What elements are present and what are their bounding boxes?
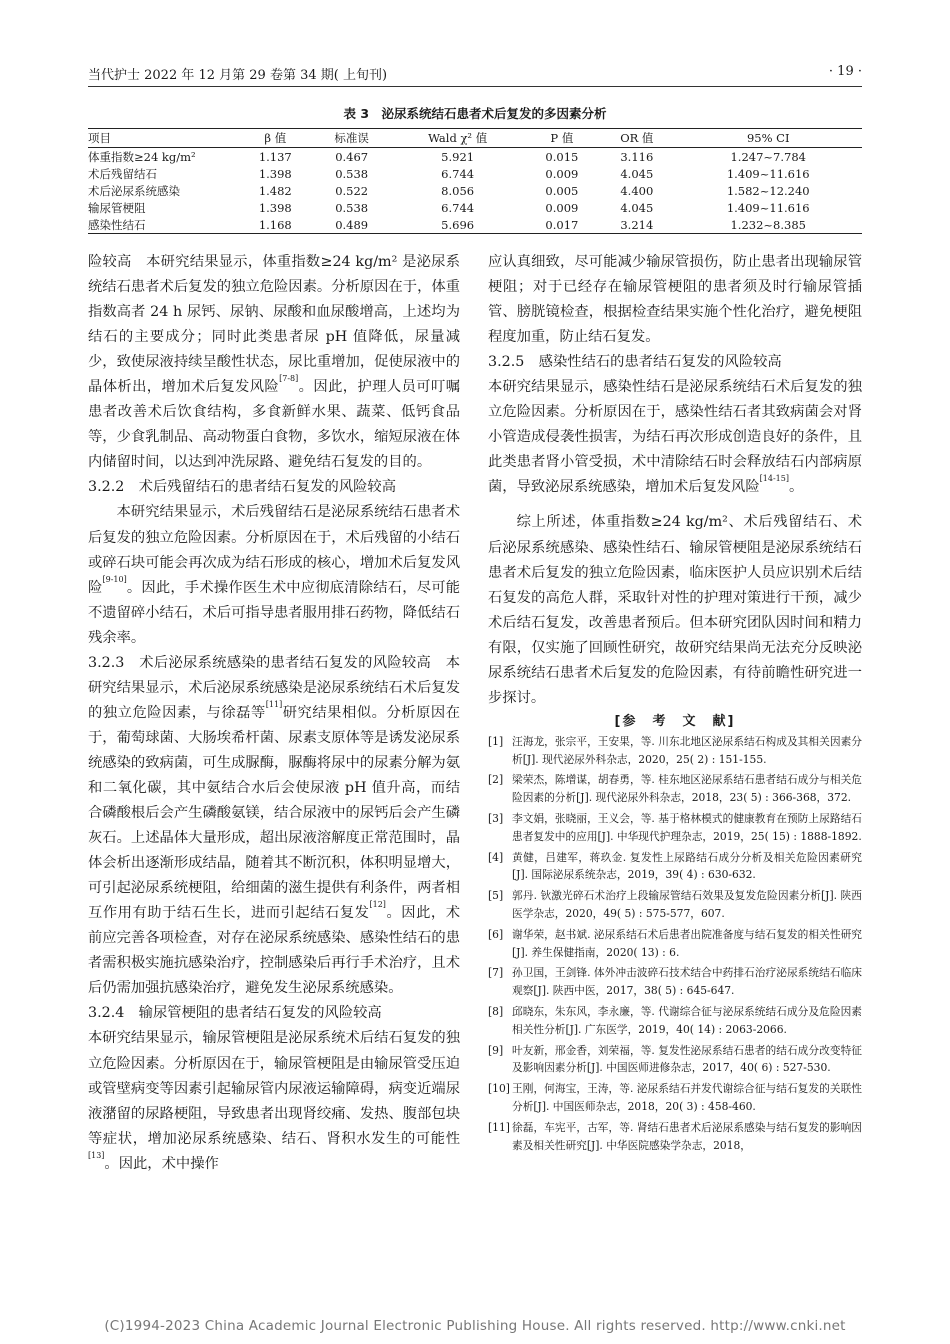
table-column-header: 标准误: [313, 129, 391, 148]
table-cell: 感染性结石: [88, 216, 238, 234]
reference-number: [10]: [488, 1082, 510, 1096]
table-cell: 0.538: [335, 166, 369, 181]
table-row: [88, 216, 862, 234]
table-cell: 1.582~12.240: [726, 183, 810, 198]
references-heading: [参 考 文 献]: [614, 713, 736, 729]
table-row: [88, 182, 862, 199]
paragraph-infection: 3.2.3 术后泌尿系统感染的患者结石复发的风险较高 本研究结果显示，术后泌尿系统感染是泌尿系统结石术后复发的独立危险因素，与徐磊等[11]研究结果相似。分析原因在于，葡萄球菌、大肠埃希杆菌、尿素支原体等是诱发泌尿系统感染的致病菌，可生成脲酶，脲酶将尿中的尿素分解为氨和二氧化碳，其中氨结合水后会使尿液 pH 值升高，而结合磷酸根后会产生磷酸氨镁，结合尿液中的尿钙后会产生磷灰石。上述晶体大量形成，超出尿液溶解度正常范围时，晶体会析出逐渐形成结晶，随着其不断沉积，体积明显增大，可引起泌尿系统梗阻，给细菌的滋生提供有利条件，两者相互作用有助于结石生长，进而引起结石复发[12]。因此，术前应完善各项检查，对存在泌尿系统感染、感染性结石的患者需积极实施抗感染治疗，控制感染后再行手术治疗，且术后仍需加强抗感染治疗，避免发生泌尿系统感染。: [88, 654, 461, 997]
table-cell: 0.489: [313, 216, 391, 234]
table-cell: 4.045: [620, 166, 654, 181]
table-cell: 1.168: [238, 216, 313, 234]
header-rule: [88, 86, 862, 87]
page-number: · 19 ·: [828, 64, 862, 79]
table-cell: 3.214: [599, 216, 674, 234]
table-cell: 0.015: [545, 149, 579, 164]
right-column: [488, 250, 862, 1157]
table-row: [88, 148, 862, 166]
heading-3-2-5: 3.2.5 感染性结石的患者结石复发的风险较高: [488, 354, 782, 371]
left-column: [88, 250, 460, 1177]
reference-item: [488, 810, 862, 846]
reference-number: [1]: [488, 734, 504, 748]
table-row: [88, 199, 862, 216]
reference-number: [2]: [488, 773, 504, 787]
paragraph-obstruction-cont: 应认真细致，尽可能减少输尿管损伤，防止患者出现输尿管梗阻；对于已经存在输尿管梗阻的患者须及时行输尿管插管、膀胱镜检查，根据检查结果实施个性化治疗，避免梗阻程度加重，防止结石复发。: [488, 254, 862, 346]
table-cell: 1.247~7.784: [730, 149, 806, 164]
table-cell: 0.522: [335, 183, 369, 198]
table-column-header: OR 值: [599, 129, 674, 148]
table-cell: 0.009: [545, 166, 579, 181]
reference-item: [488, 926, 862, 962]
reference-number: [6]: [488, 927, 504, 941]
table-cell: 1.232~8.385: [674, 216, 862, 234]
reference-number: [7]: [488, 966, 504, 980]
reference-text: 孙卫国，王剑锋. 体外冲击波碎石技术结合中药排石治疗泌尿系统结石临床观察[J]. 陕西中医，2017，38( 5) : 645-647.: [512, 966, 862, 998]
paragraph-obstruction: 本研究结果显示，输尿管梗阻是泌尿系统术后结石复发的独立危险因素。分析原因在于，输尿管梗阻是由输尿管受压迫或管壁病变等因素引起输尿管内尿液运输障碍，病变近端尿液潴留的尿路梗阻，导致患者出现肾绞痛、发热、腹部包块等症状，增加泌尿系统感染、结石、肾积水发生的可能性[13]。因此，术中操作: [88, 1030, 460, 1172]
table-cell: 1.409~11.616: [726, 200, 810, 215]
reference-list: [488, 733, 862, 1155]
reference-item: [488, 1080, 862, 1116]
table-cell: 5.696: [391, 216, 525, 234]
table-cell: 体重指数≥24 kg/m²: [88, 149, 196, 164]
table-cell: 6.744: [441, 200, 475, 215]
reference-text: 谢华荣，赵书斌. 泌尿系结石术后患者出院准备度与结石复发的相关性研究[J]. 养生保健指南，2020( 13) : 6.: [512, 927, 862, 959]
table-cell: 输尿管梗阻: [88, 200, 146, 215]
table-cell: 6.744: [441, 166, 475, 181]
table-cell: 术后泌尿系统感染: [88, 183, 180, 198]
reference-text: 郭丹. 钬激光碎石术治疗上段输尿管结石效果及复发危险因素分析[J]. 陕西医学杂志，2020，49( 5) : 575-577，607.: [512, 889, 862, 921]
heading-3-2-3: 3.2.3 术后泌尿系统感染的患者结石复发的风险较高: [88, 654, 432, 671]
reference-text: 邱晓东，朱东风，李永廉，等. 代谢综合征与泌尿系统结石成分及危险因素相关性分析[J]. 广东医学，2019，40( 14) : 2063-2066.: [512, 1005, 862, 1036]
reference-number: [3]: [488, 812, 504, 826]
reference-item: [488, 964, 862, 1000]
reference-item: [488, 1042, 862, 1078]
table-column-header: 95% CI: [674, 129, 862, 148]
reference-text: 梁荣杰，陈增谋，胡春勇，等. 桂东地区泌尿系结石患者结石成分与相关危险因素的分析[J]. 现代泌尿外科杂志，2018，23( 5) : 366-368，372.: [512, 773, 862, 805]
table-cell: 5.921: [441, 149, 475, 164]
reference-text: 黄健，吕建军，蒋玖金. 复发性上尿路结石成分分析及相关危险因素研究[J]. 国际泌尿系统杂志，2019，39( 4) : 630-632.: [512, 850, 862, 882]
paragraph-infectious-stone: 本研究结果显示，感染性结石是泌尿系统结石术后复发的独立危险因素。分析原因在于，感染性结石者其致病菌会对肾小管造成侵袭性损害，为结石再次形成创造良好的条件，且此类患者肾小管受损，术中清除结石时会释放结石内部病原菌，导致泌尿系统感染，增加术后复发风险[14-15]。: [488, 379, 862, 496]
table-cell: 术后残留结石: [88, 166, 157, 181]
reference-text: 王刚，何海宝，王涛，等. 泌尿系结石并发代谢综合征与结石复发的关联性分析[J]. 中国医师杂志，2018，20( 3) : 458-460.: [512, 1082, 862, 1113]
table-caption: 表 3 泌尿系统结石患者术后复发的多因素分析: [343, 106, 607, 121]
multifactor-table: [88, 128, 862, 234]
table-cell: 0.005: [545, 183, 579, 198]
reference-item: [488, 887, 862, 923]
table-cell: 1.398: [258, 200, 292, 215]
heading-3-2-4: 3.2.4 输尿管梗阻的患者结石复发的风险较高: [88, 1005, 382, 1022]
table-cell: 1.398: [258, 166, 292, 181]
paragraph-conclusion: 综上所述，体重指数≥24 kg/m²、术后残留结石、术后泌尿系统感染、感染性结石、输尿管梗阻是泌尿系统结石患者术后复发的独立危险因素，临床医护人员应识别术后结石复发的高危人群，采取针对性的护理对策进行干预，减少术后结石复发，改善患者预后。但本研究团队因时间和精力有限，仅实施了回顾性研究，故研究结果尚无法充分反映泌尿系统结石患者术后复发的危险因素，有待前瞻性研究进一步探讨。: [488, 514, 862, 706]
reference-text: 徐磊，车宪平，古军，等. 肾结石患者术后泌尿系感染与结石复发的影响因素及相关性研究[J]. 中华医院感染学杂志，2018，: [512, 1120, 862, 1152]
reference-number: [5]: [488, 889, 504, 903]
table-cell: 1.482: [258, 183, 292, 198]
table-cell: 1.409~11.616: [726, 166, 810, 181]
table-column-header: Wald χ² 值: [391, 129, 525, 148]
heading-3-2-2: 3.2.2 术后残留结石的患者结石复发的风险较高: [88, 479, 397, 496]
reference-item: [488, 771, 862, 807]
table-cell: 0.017: [525, 216, 600, 234]
reference-number: [11]: [488, 1120, 510, 1134]
paragraph-bmi: 险较高 本研究结果显示，体重指数≥24 kg/m² 是泌尿系统结石患者术后复发的独立危险因素。分析原因在于，体重指数高者 24 h 尿钙、尿钠、尿酸和血尿酸增高，上述均为结石的主要成分；同时此类患者尿 pH 值降低，尿量减少，致使尿液持续呈酸性状态，尿比重增加，促使尿液中的晶体析出，增加术后复发风险[7-8]。因此，护理人员可叮嘱患者改善术后饮食结构，多食新鲜水果、蔬菜、低钙食品等，少食乳制品、高动物蛋白食物，多饮水，缩短尿液在体内储留时间，以达到冲洗尿路、避免结石复发的目的。: [88, 254, 460, 471]
table-cell: 0.467: [335, 149, 369, 164]
table-cell: 1.137: [258, 149, 292, 164]
table-cell: 4.400: [620, 183, 654, 198]
reference-text: 李文娟，张晓丽，王义会，等. 基于格林模式的健康教育在预防上尿路结石患者复发中的应用[J]. 中华现代护理杂志，2019，25( 15) : 1888-1892.: [512, 812, 862, 843]
reference-text: 叶友新，邢金香，刘荣福，等. 复发性泌尿系结石患者的结石成分改变特征及影响因素分析[J]. 中国医师进修杂志，2017，40( 6) : 527-530.: [512, 1043, 862, 1075]
table-column-header: 项目: [88, 129, 238, 148]
reference-text: 汪海龙，张宗平，王安果，等. 川东北地区泌尿系结石构成及其相关因素分析[J]. 现代泌尿外科杂志，2020，25( 2) : 151-155.: [512, 734, 862, 766]
reference-item: [488, 1119, 862, 1155]
reference-item: [488, 849, 862, 885]
journal-issue: 当代护士 2022 年 12 月第 29 卷第 34 期( 上旬刊): [88, 68, 388, 83]
reference-number: [9]: [488, 1043, 504, 1057]
reference-number: [8]: [488, 1005, 504, 1018]
table-header-row: [88, 129, 862, 148]
table-column-header: P 值: [525, 129, 600, 148]
table-cell: 0.538: [335, 200, 369, 215]
table-cell: 8.056: [441, 183, 475, 198]
paragraph-residual-stone: 本研究结果显示，术后残留结石是泌尿系统结石患者术后复发的独立危险因素。分析原因在于，术后残留的小结石或碎石块可能会再次成为结石形成的核心，增加术后复发风险[9-10]。因此，手术操作医生术中应彻底清除结石，尽可能不遗留碎小结石，术后可指导患者服用排石药物，降低结石残余率。: [88, 504, 461, 646]
page-header: [88, 64, 862, 86]
reference-item: [488, 1003, 862, 1039]
table-cell: 4.045: [620, 200, 654, 215]
table-cell: 0.009: [545, 200, 579, 215]
reference-number: [4]: [488, 850, 504, 864]
reference-item: [488, 733, 862, 769]
table-row: [88, 165, 862, 182]
table-cell: 3.116: [620, 149, 654, 164]
copyright-footer: (C)1994-2023 China Academic Journal Electronic Publishing House. All rights reserved. http://www.cnki.net: [104, 1318, 846, 1334]
table-column-header: β 值: [238, 129, 313, 148]
table-body: [88, 148, 862, 234]
